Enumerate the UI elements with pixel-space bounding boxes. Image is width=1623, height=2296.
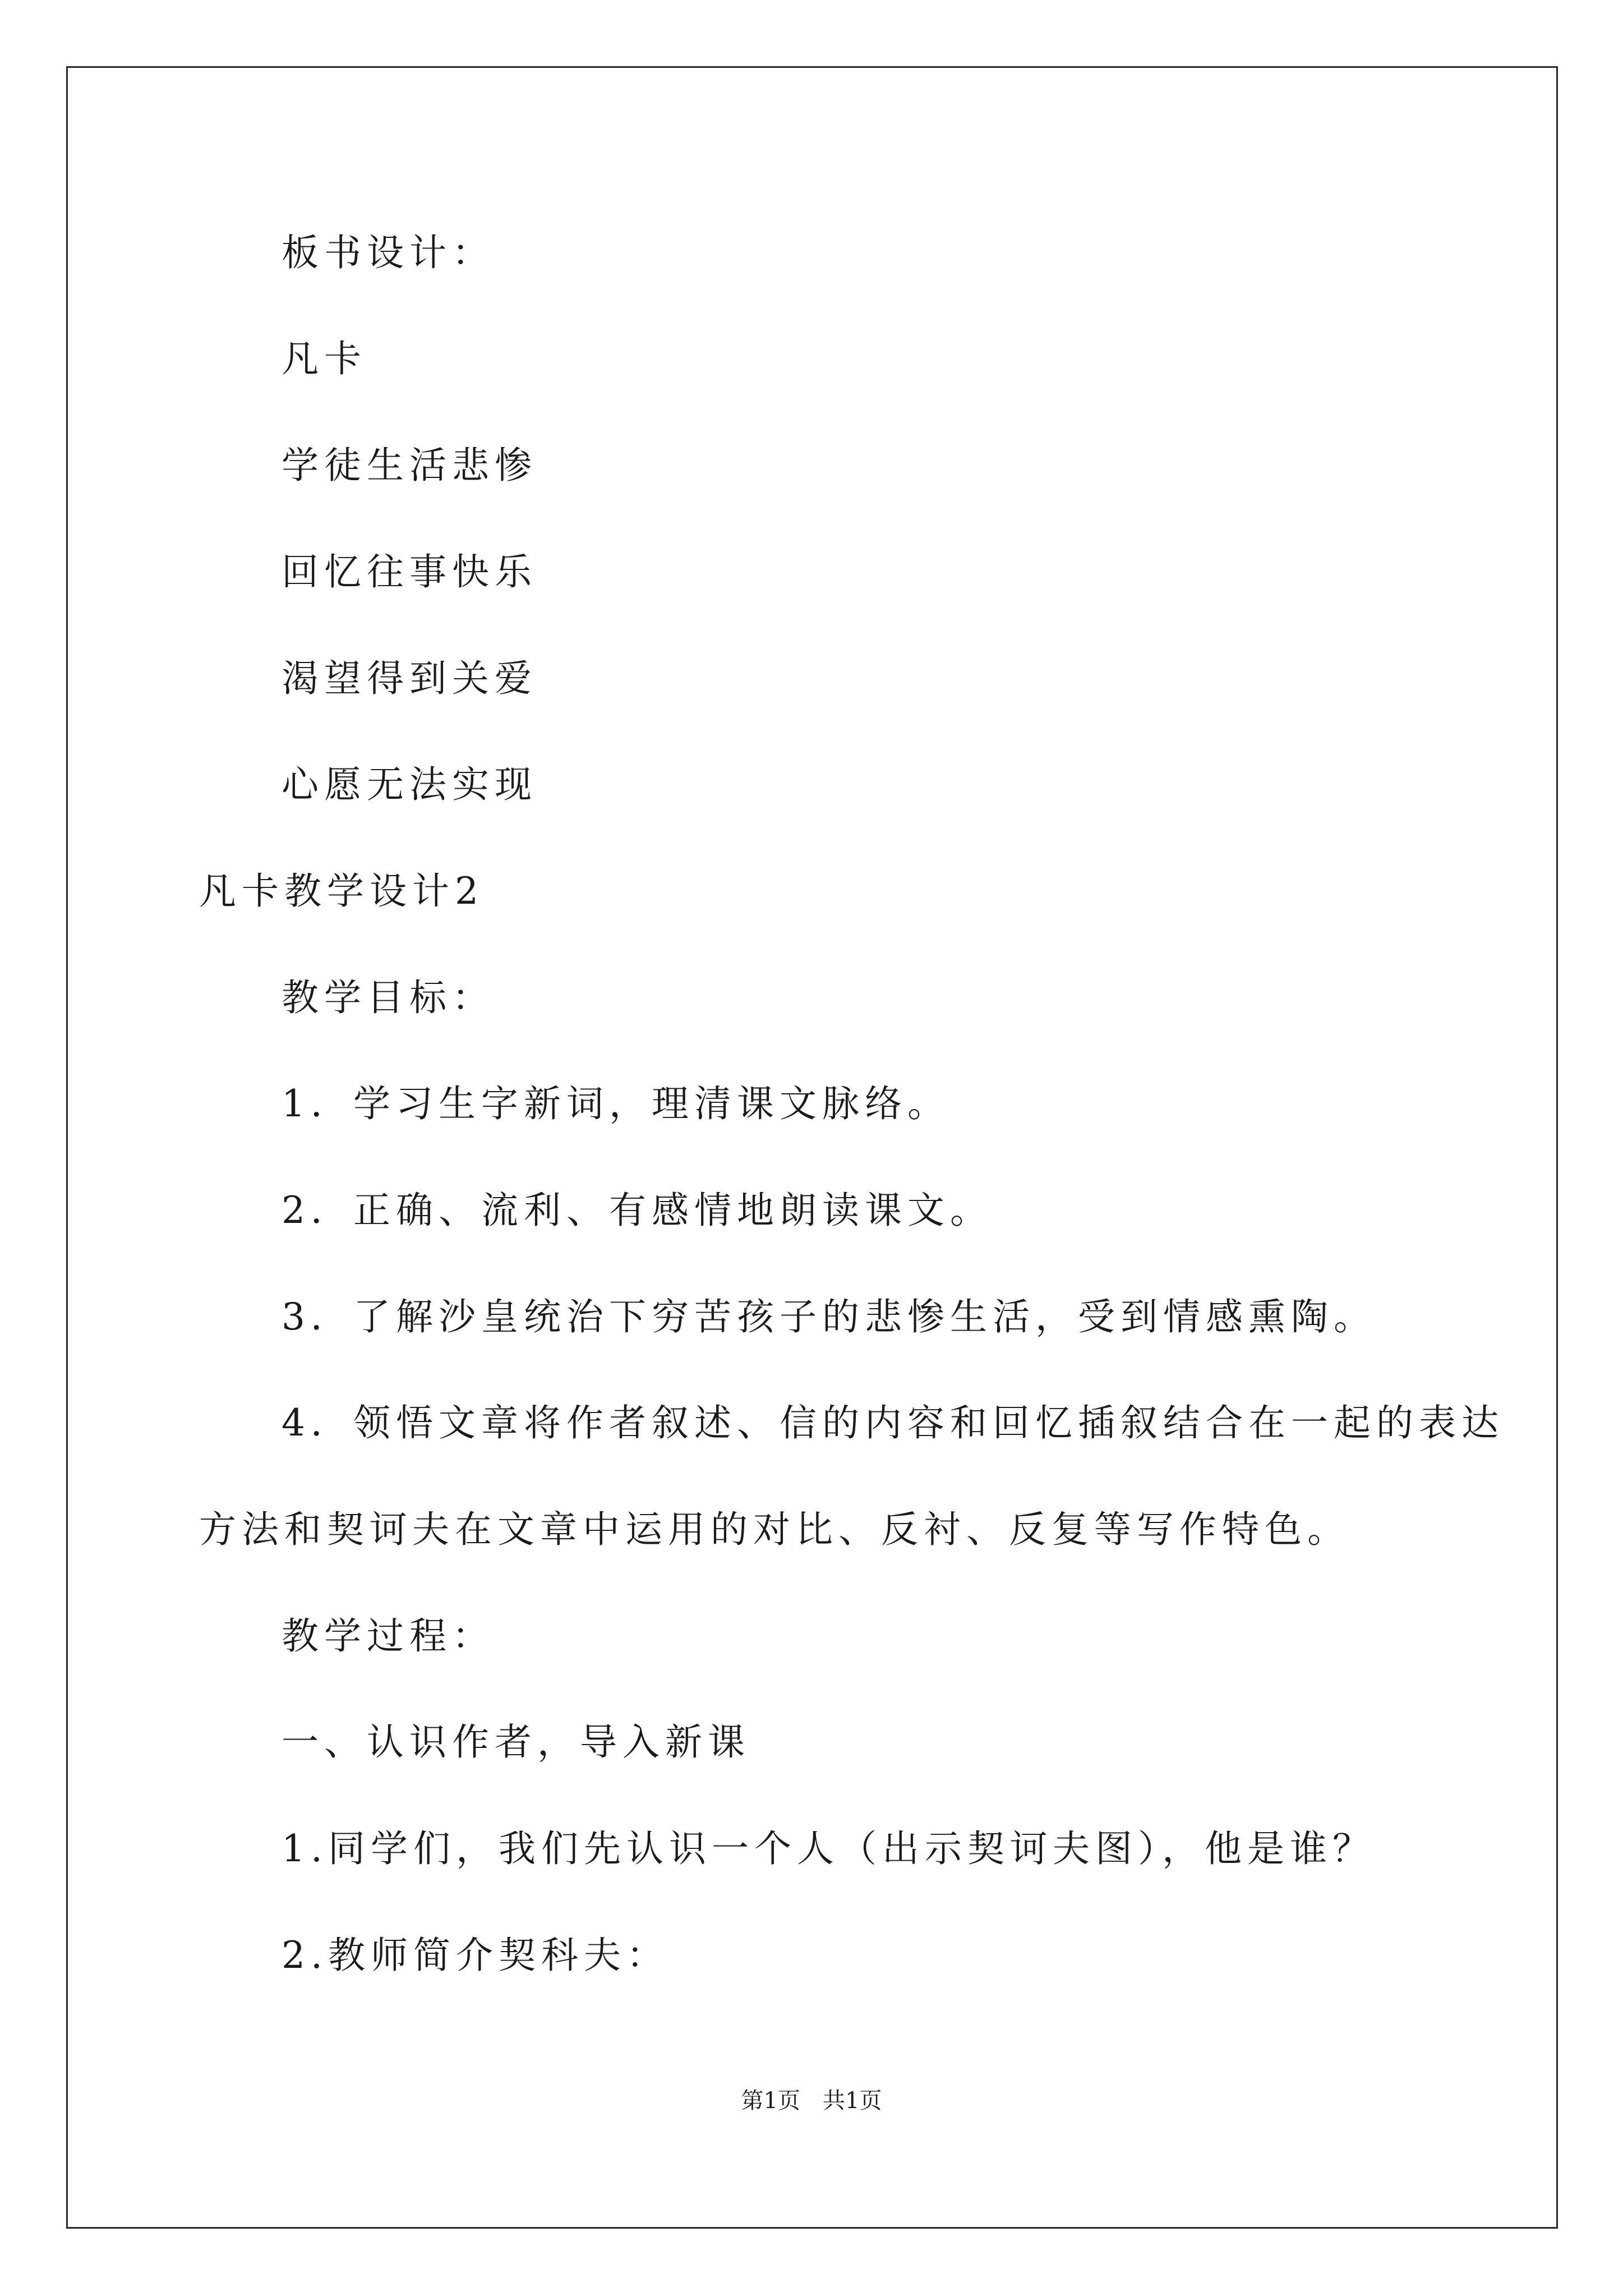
board-design-heading: 板书设计： xyxy=(282,231,495,274)
objective-item: 3．了解沙皇统治下穷苦孩子的悲惨生活，受到情感熏陶。 xyxy=(282,1295,1376,1338)
step-heading: 一、认识作者，导入新课 xyxy=(282,1720,750,1764)
step-item: 1.同学们，我们先认识一个人（出示契诃夫图），他是谁？ xyxy=(282,1827,1375,1870)
step-item: 2.教师简介契科夫： xyxy=(282,1934,669,1977)
page-border xyxy=(66,66,1558,2229)
process-heading: 教学过程： xyxy=(282,1614,495,1658)
page-number: 第1页 共1页 xyxy=(741,2088,882,2114)
section-title: 凡卡教学设计2 xyxy=(199,869,484,913)
objective-item: 4．领悟文章将作者叙述、信的内容和回忆插叙结合在一起的表达 xyxy=(282,1401,1504,1444)
objective-item-continued: 方法和契诃夫在文章中运用的对比、反衬、反复等写作特色。 xyxy=(199,1508,1350,1551)
objectives-heading: 教学目标： xyxy=(282,976,495,1019)
text-line: 心愿无法实现 xyxy=(282,763,537,806)
text-line: 回忆往事快乐 xyxy=(282,550,537,593)
text-line: 渴望得到关爱 xyxy=(282,657,537,700)
objective-item: 2．正确、流利、有感情地朗读课文。 xyxy=(282,1189,993,1232)
objective-item: 1．学习生字新词，理清课文脉络。 xyxy=(282,1082,950,1125)
text-line: 学徒生活悲惨 xyxy=(282,444,537,487)
text-line: 凡卡 xyxy=(282,337,367,380)
